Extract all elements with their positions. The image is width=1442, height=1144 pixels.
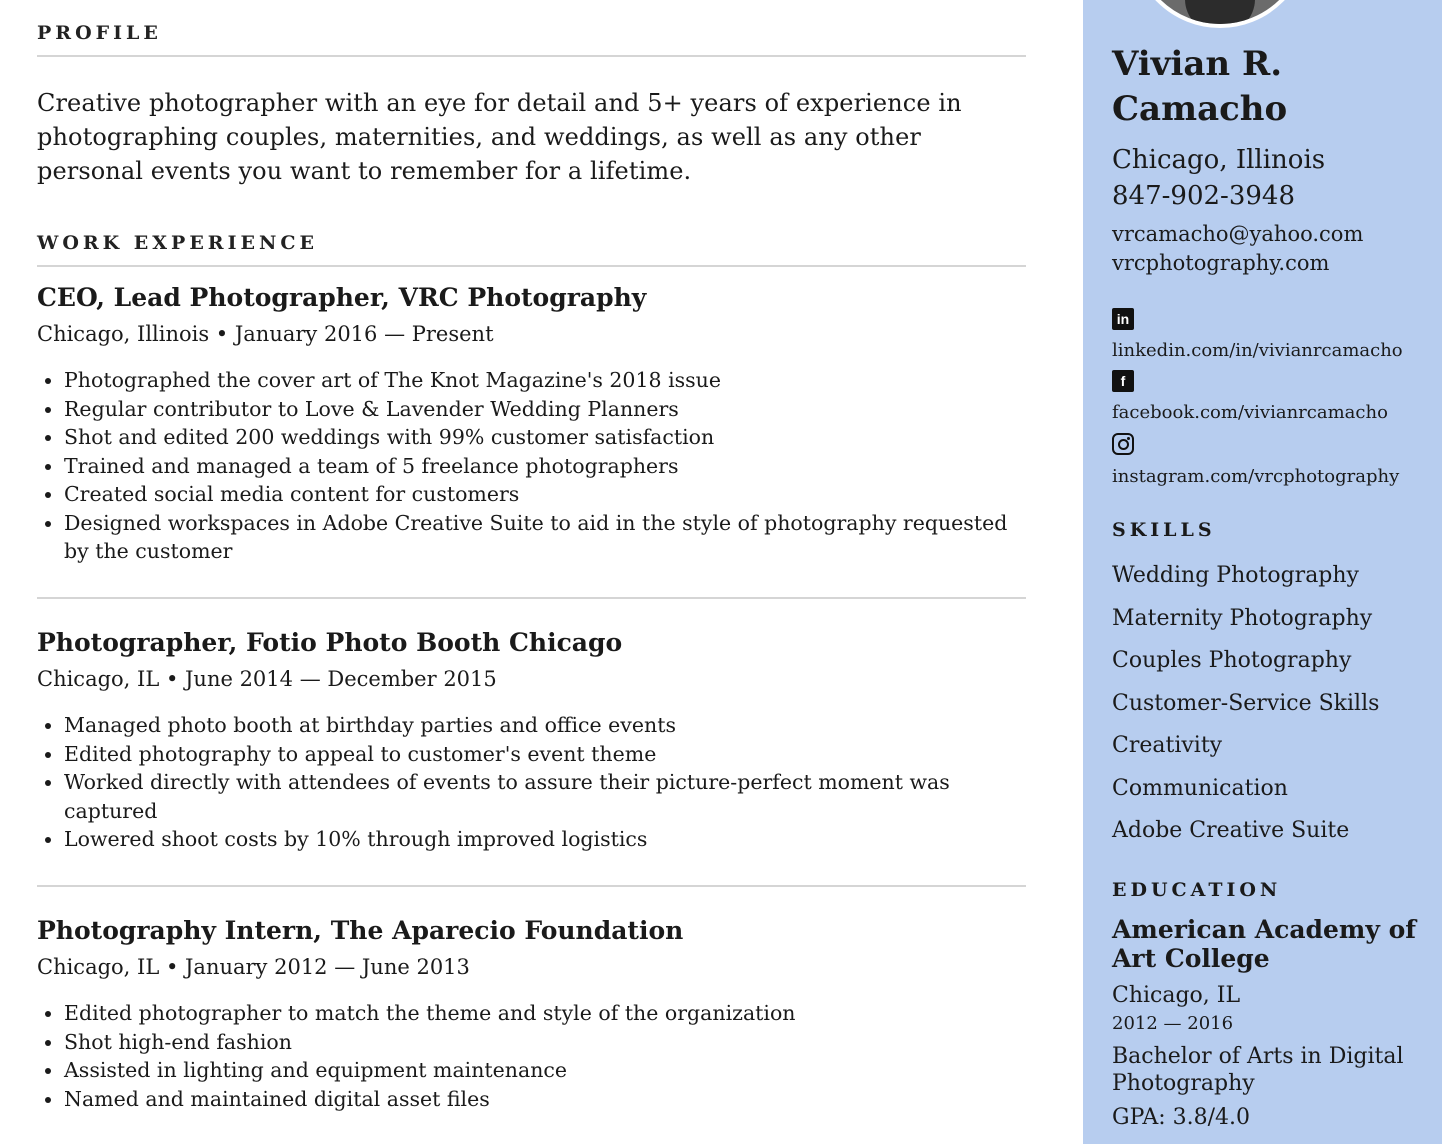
job-divider: [37, 597, 1026, 599]
list-item: • Edited photographer to match the theme and style of the organization: [64, 999, 1026, 1028]
skill-item: Customer-Service Skills: [1112, 691, 1380, 716]
job-bullets: [37, 366, 1026, 566]
gpa: GPA: 3.8/4.0: [1112, 1105, 1251, 1130]
list-item: • Created social media content for customers: [64, 480, 1026, 509]
avatar: [1131, 0, 1309, 28]
list-item: • Assisted in lighting and equipment maintenance: [64, 1056, 1026, 1085]
list-item: • Shot high-end fashion: [64, 1028, 1026, 1057]
job-entry-aparecio: [37, 915, 1026, 1113]
list-item: • Trained and managed a team of 5 freelance photographers: [64, 452, 1026, 481]
job-bullets: [37, 999, 1026, 1113]
skill-item: Communication: [1112, 776, 1288, 801]
avatar-photo: [1185, 0, 1255, 28]
school-location: Chicago, IL: [1112, 983, 1241, 1008]
list-item: • Worked directly with attendees of events to assure their picture-perfect moment was captured: [64, 768, 1026, 825]
list-item: • Photographed the cover art of The Knot Magazine's 2018 issue: [64, 366, 1026, 395]
linkedin-link[interactable]: linkedin.com/in/vivianrcamacho: [1112, 340, 1403, 361]
contact-sidebar: [1083, 0, 1442, 1144]
degree: Bachelor of Arts in Digital Photography: [1112, 1044, 1404, 1096]
skill-item: Couples Photography: [1112, 648, 1352, 673]
list-item: • Designed workspaces in Adobe Creative Suite to aid in the style of photography requested by the customer: [64, 509, 1026, 566]
contact-phone[interactable]: 847-902-3948: [1112, 181, 1295, 211]
job-divider: [37, 885, 1026, 887]
facebook-icon: f: [1112, 370, 1134, 392]
list-item: • Edited photography to appeal to customer's event theme: [64, 740, 1026, 769]
school-name: American Academy of Art College: [1112, 915, 1417, 973]
profile-summary: Creative photographer with an eye for detail and 5+ years of experience in photographing couples, maternities, and weddings, as well as any other personal events you want to remember for a lifetime.: [37, 89, 962, 185]
work-experience-divider: [37, 265, 1026, 267]
job-meta: Chicago, IL • June 2014 — December 2015: [37, 667, 497, 691]
job-entry-fotio: [37, 627, 1026, 854]
contact-location: Chicago, Illinois: [1112, 145, 1326, 175]
facebook-link[interactable]: facebook.com/vivianrcamacho: [1112, 402, 1388, 423]
job-title: Photographer, Fotio Photo Booth Chicago: [37, 628, 623, 657]
linkedin-icon: in: [1112, 308, 1134, 330]
candidate-name: Vivian R. Camacho: [1112, 44, 1288, 129]
job-bullets: [37, 711, 1026, 854]
job-title: Photography Intern, The Aparecio Foundation: [37, 916, 684, 945]
instagram-link[interactable]: instagram.com/vrcphotography: [1112, 466, 1400, 487]
work-experience-heading: WORK EXPERIENCE: [37, 232, 318, 254]
instagram-icon: [1112, 433, 1134, 455]
contact-website[interactable]: vrcphotography.com: [1112, 251, 1330, 275]
profile-divider: [37, 55, 1026, 57]
list-item: • Regular contributor to Love & Lavender Wedding Planners: [64, 395, 1026, 424]
list-item: • Named and maintained digital asset files: [64, 1085, 1026, 1114]
job-meta: Chicago, IL • January 2012 — June 2013: [37, 955, 470, 979]
contact-email[interactable]: vrcamacho@yahoo.com: [1112, 222, 1364, 246]
skills-heading: SKILLS: [1112, 519, 1216, 541]
skill-item: Creativity: [1112, 733, 1223, 758]
job-title: CEO, Lead Photographer, VRC Photography: [37, 283, 647, 312]
list-item: • Lowered shoot costs by 10% through improved logistics: [64, 825, 1026, 854]
job-meta: Chicago, Illinois • January 2016 — Present: [37, 322, 494, 346]
school-years: 2012 — 2016: [1112, 1013, 1234, 1034]
education-heading: EDUCATION: [1112, 879, 1282, 901]
job-entry-vrc: [37, 282, 1026, 566]
skill-item: Adobe Creative Suite: [1112, 818, 1350, 843]
profile-heading: PROFILE: [37, 22, 162, 44]
skill-item: Wedding Photography: [1112, 563, 1359, 588]
list-item: • Managed photo booth at birthday parties and office events: [64, 711, 1026, 740]
skill-item: Maternity Photography: [1112, 606, 1373, 631]
list-item: • Shot and edited 200 weddings with 99% customer satisfaction: [64, 423, 1026, 452]
